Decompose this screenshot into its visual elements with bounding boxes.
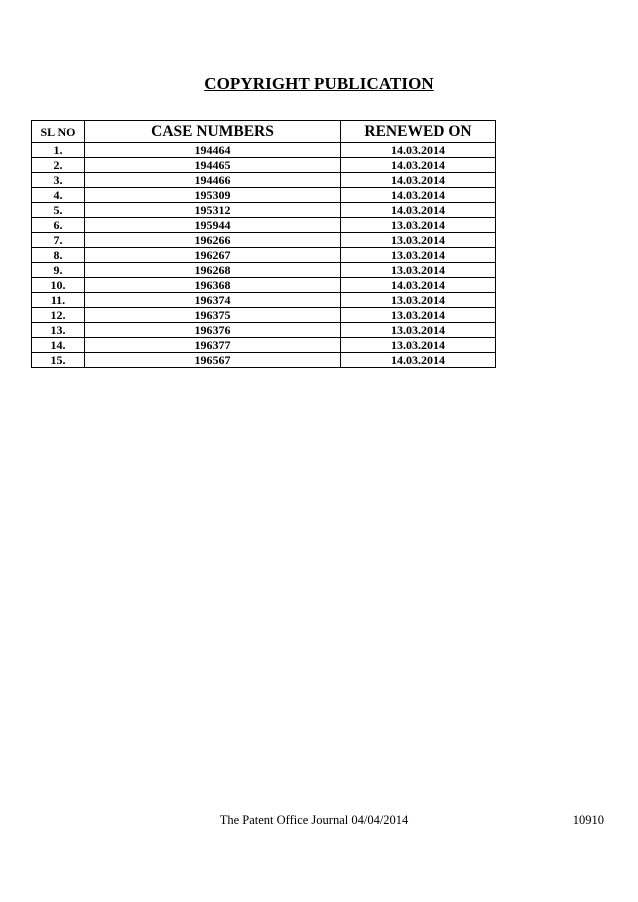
case-number-cell: 196368 (85, 278, 341, 293)
renewed-on-cell: 13.03.2014 (341, 308, 496, 323)
table-row (32, 188, 496, 203)
sl-no-cell: 9. (32, 263, 85, 278)
column-header-renewed-on: RENEWED ON (341, 121, 496, 143)
case-number-cell: 195312 (85, 203, 341, 218)
table-row (32, 173, 496, 188)
sl-no-cell: 14. (32, 338, 85, 353)
renewed-on-cell: 13.03.2014 (341, 293, 496, 308)
renewed-on-cell: 13.03.2014 (341, 338, 496, 353)
sl-no-cell: 11. (32, 293, 85, 308)
renewed-on-cell: 13.03.2014 (341, 323, 496, 338)
table-row (32, 158, 496, 173)
renewed-on-cell: 13.03.2014 (341, 248, 496, 263)
case-number-cell: 195944 (85, 218, 341, 233)
sl-no-cell: 8. (32, 248, 85, 263)
table-row (32, 293, 496, 308)
renewed-on-cell: 14.03.2014 (341, 278, 496, 293)
case-number-cell: 194465 (85, 158, 341, 173)
renewed-on-cell: 13.03.2014 (341, 233, 496, 248)
renewed-on-cell: 14.03.2014 (341, 143, 496, 158)
table-row (32, 233, 496, 248)
case-number-cell: 194464 (85, 143, 341, 158)
case-number-cell: 196375 (85, 308, 341, 323)
renewed-on-cell: 14.03.2014 (341, 188, 496, 203)
case-number-cell: 194466 (85, 173, 341, 188)
table-header (32, 121, 496, 143)
table-row (32, 278, 496, 293)
case-number-cell: 196266 (85, 233, 341, 248)
sl-no-cell: 4. (32, 188, 85, 203)
sl-no-cell: 5. (32, 203, 85, 218)
renewed-on-cell: 13.03.2014 (341, 263, 496, 278)
case-number-cell: 196567 (85, 353, 341, 368)
sl-no-cell: 10. (32, 278, 85, 293)
table-row (32, 308, 496, 323)
sl-no-cell: 1. (32, 143, 85, 158)
sl-no-cell: 3. (32, 173, 85, 188)
table-row (32, 248, 496, 263)
table-row (32, 323, 496, 338)
sl-no-cell: 6. (32, 218, 85, 233)
renewed-on-cell: 13.03.2014 (341, 218, 496, 233)
table-row (32, 143, 496, 158)
case-number-cell: 196376 (85, 323, 341, 338)
case-number-cell: 196267 (85, 248, 341, 263)
copyright-table (31, 120, 496, 368)
table-row (32, 203, 496, 218)
table-body (32, 143, 496, 368)
column-header-case-numbers: CASE NUMBERS (85, 121, 341, 143)
case-number-cell: 196377 (85, 338, 341, 353)
case-number-cell: 196374 (85, 293, 341, 308)
sl-no-cell: 2. (32, 158, 85, 173)
table-header-row (32, 121, 496, 143)
renewed-on-cell: 14.03.2014 (341, 203, 496, 218)
renewed-on-cell: 14.03.2014 (341, 158, 496, 173)
case-number-cell: 195309 (85, 188, 341, 203)
page-title: COPYRIGHT PUBLICATION (204, 74, 434, 93)
footer-page-number: 10910 (572, 813, 604, 827)
renewed-on-cell: 14.03.2014 (341, 173, 496, 188)
sl-no-cell: 13. (32, 323, 85, 338)
table-row (32, 218, 496, 233)
table-row (32, 338, 496, 353)
column-header-sl-no: SL NO (32, 121, 85, 143)
table-row (32, 353, 496, 368)
table-row (32, 263, 496, 278)
sl-no-cell: 7. (32, 233, 85, 248)
sl-no-cell: 15. (32, 353, 85, 368)
footer-journal-name: The Patent Office Journal 04/04/2014 (219, 813, 409, 827)
case-number-cell: 196268 (85, 263, 341, 278)
sl-no-cell: 12. (32, 308, 85, 323)
renewed-on-cell: 14.03.2014 (341, 353, 496, 368)
